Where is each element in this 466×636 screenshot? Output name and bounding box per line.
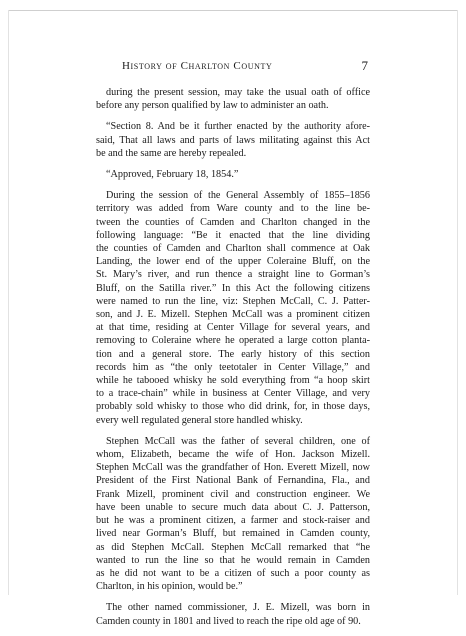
text-line: Frank Mizell, prominent civil and construction engineer. We bbox=[96, 488, 370, 500]
text-line: following language: “Be it enacted that the line dividing bbox=[96, 229, 370, 241]
running-title: History of Charlton County bbox=[122, 60, 273, 72]
paragraph bbox=[96, 168, 370, 181]
text-line: St. Mary’s river, and run thence a straight line to Gorman’s bbox=[96, 269, 370, 281]
text-line: “Approved, February 18, 1854.” bbox=[106, 169, 239, 181]
text-line: The other named commissioner, J. E. Mizell, was born in bbox=[106, 602, 370, 614]
text-line: removing to Coleraine where he operated a large cotton planta- bbox=[96, 335, 370, 347]
scan-left-edge bbox=[8, 10, 9, 595]
text-line: Camden county in 1801 and lived to reach the ripe old age of 90. bbox=[96, 615, 361, 627]
text-line: to a trace-chain” while in business at Center Village, and very bbox=[96, 388, 370, 400]
paragraph bbox=[96, 435, 370, 593]
text-line: have been unable to secure much data about C. J. Patterson, bbox=[96, 501, 370, 513]
text-line: during the present session, may take the usual oath of office bbox=[106, 87, 370, 98]
text-line: probably sold whisky to those who did drink, for, in those days, bbox=[96, 401, 370, 413]
paragraph bbox=[96, 601, 370, 627]
page-number: 7 bbox=[361, 58, 368, 73]
text-line: at that time, residing at Center Village for several years, and bbox=[96, 322, 370, 334]
text-line: every well regulated general store handled whisky. bbox=[96, 414, 303, 426]
text-line: while he tabooed whisky he sold everything from “a hoop skirt bbox=[96, 375, 370, 387]
text-line: be and the same are hereby repealed. bbox=[96, 147, 247, 159]
paragraph bbox=[96, 189, 370, 427]
text-line: Stephen McCall was the father of several children, one of bbox=[106, 435, 370, 447]
text-line: Landing, the lower end of the upper Coleraine Bluff, on the bbox=[96, 256, 370, 268]
text-line: as he did not want to be a citizen of such a poor county as bbox=[96, 567, 370, 579]
text-line: were named to run the line, viz: Stephen McCall, C. J. Patter- bbox=[96, 295, 370, 307]
text-line: whom, Elizabeth, became the wife of Hon. Jackson Mizell. bbox=[96, 449, 370, 461]
text-line: During the session of the General Assembly of 1855–1856 bbox=[106, 190, 370, 202]
paragraph bbox=[96, 120, 370, 160]
paragraph bbox=[96, 86, 370, 112]
scan-top-edge bbox=[8, 10, 458, 11]
text-line: before any person qualified by law to administer an oath. bbox=[96, 100, 329, 112]
text-line: “Section 8. And be it further enacted by the authority afore- bbox=[106, 121, 370, 133]
text-line: Bluff, on the Satilla river.” In this Act the following citizens bbox=[96, 282, 370, 294]
text-line: President of the First National Bank of Fernandina, Fla., and bbox=[96, 475, 370, 487]
text-line: records him as “the only teetotaler in Center Village,” and bbox=[96, 361, 370, 373]
text-line: said, That all laws and parts of laws militating against this Act bbox=[96, 134, 370, 146]
text-line: lived near Gorman’s Bluff, but remained in Camden county, bbox=[96, 528, 370, 540]
text-line: the counties of Camden and Charlton shall commence at Oak bbox=[96, 243, 370, 255]
text-line: Stephen McCall was the grandfather of Hon. Everett Mizell, now bbox=[96, 462, 370, 474]
text-line: wanted to run the line so that he would remain in Camden bbox=[96, 554, 370, 566]
page-header bbox=[96, 60, 368, 76]
text-line: tion and a general store. The early history of this section bbox=[96, 348, 370, 360]
text-line: son, and J. E. Mizell. Stephen McCall was a prominent citizen bbox=[96, 309, 370, 321]
text-line: but he was a prominent citizen, a farmer and stock-raiser and bbox=[96, 515, 370, 527]
text-line: tween the counties of Camden and Charlton changed in the bbox=[96, 216, 370, 228]
text-line: as did Stephen McCall. Stephen McCall remarked that “he bbox=[96, 541, 370, 553]
text-line: territory was added from Ware county and to the line be- bbox=[96, 203, 370, 215]
text-line: Charlton, in his opinion, would be.” bbox=[96, 581, 243, 593]
scan-right-edge bbox=[457, 10, 458, 595]
body-text bbox=[96, 86, 370, 636]
